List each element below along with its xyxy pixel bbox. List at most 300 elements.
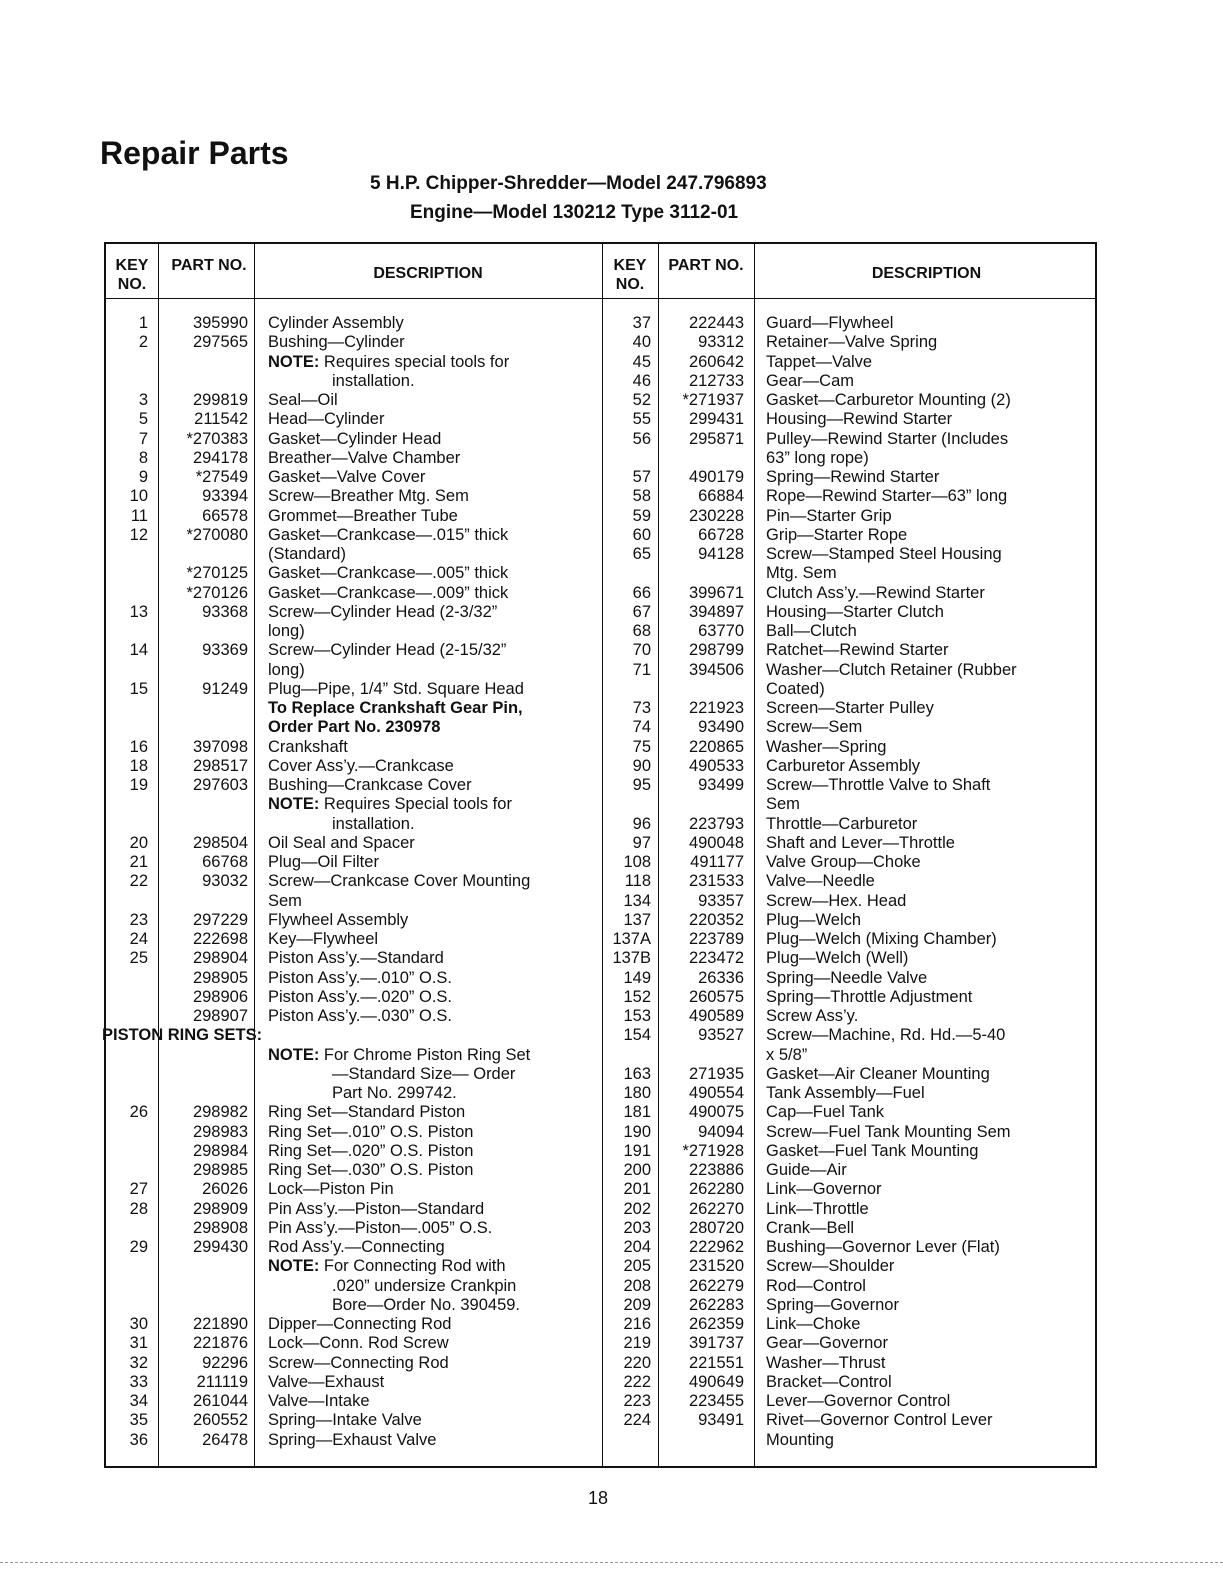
- table-row: [102, 1026, 602, 1045]
- key-number: 201: [623, 1180, 651, 1199]
- key-number: 57: [632, 468, 651, 486]
- key-number: 20: [129, 833, 148, 852]
- table-row: [106, 622, 602, 641]
- key-number: 16: [129, 737, 148, 756]
- key-number: 10: [129, 487, 148, 506]
- part-number: 93394: [202, 487, 248, 506]
- table-row: [602, 1238, 1099, 1257]
- part-description: Gasket—Carburetor Mounting (2): [766, 391, 1011, 409]
- table-row: [602, 430, 1099, 449]
- part-description: (Standard): [268, 545, 346, 563]
- table-row: [106, 1354, 602, 1373]
- part-description: Screw—Fuel Tank Mounting Sem: [766, 1122, 1011, 1141]
- part-number: 221876: [192, 1334, 248, 1353]
- part-number: 93499: [698, 776, 744, 794]
- part-number: 211542: [194, 410, 248, 429]
- table-row: [106, 988, 602, 1007]
- table-row: [106, 487, 602, 506]
- part-description: Breather—Valve Chamber: [268, 448, 461, 467]
- part-description: Mtg. Sem: [766, 564, 837, 583]
- table-row: [602, 603, 1099, 622]
- part-number: 220352: [688, 910, 744, 929]
- part-description: long): [268, 622, 305, 640]
- part-description: NOTE: Requires Special tools for: [268, 795, 512, 814]
- scan-edge: [0, 1562, 1223, 1563]
- key-number: 205: [623, 1257, 651, 1276]
- part-number: 297603: [192, 776, 248, 794]
- key-number: 190: [623, 1122, 651, 1141]
- part-description: 63” long rope): [766, 448, 869, 467]
- key-number: 134: [623, 891, 651, 910]
- part-number: 262283: [688, 1295, 744, 1314]
- part-number: 298909: [192, 1199, 248, 1218]
- key-number: 118: [624, 872, 651, 891]
- part-description: Gasket—Valve Cover: [268, 468, 426, 486]
- part-description: Link—Throttle: [766, 1199, 869, 1218]
- part-description: Plug—Oil Filter: [268, 853, 379, 871]
- key-number: 11: [130, 506, 148, 525]
- part-number: 491177: [690, 853, 744, 871]
- key-number: 23: [129, 910, 148, 929]
- table-row: [602, 449, 1099, 468]
- part-description: Rod Ass’y.—Connecting: [268, 1238, 445, 1256]
- part-number: 397098: [192, 737, 248, 756]
- part-description: Ratchet—Rewind Starter: [766, 641, 949, 660]
- table-row: [106, 584, 602, 603]
- part-description: Pin Ass’y.—Piston—.005” O.S.: [268, 1218, 493, 1237]
- table-row: [106, 603, 602, 622]
- table-row: [602, 487, 1099, 506]
- part-description: Piston Ass’y.—.030” O.S.: [268, 1007, 453, 1025]
- part-description: NOTE: Requires special tools for: [268, 352, 510, 371]
- part-description: NOTE: For Connecting Rod with: [268, 1257, 506, 1276]
- header-part-right: PART NO.: [668, 257, 744, 274]
- key-number: 40: [632, 333, 651, 352]
- table-row: [106, 795, 602, 814]
- table-row: [106, 1334, 602, 1353]
- part-number: 298982: [192, 1103, 248, 1122]
- part-description: Spring—Governor: [766, 1295, 899, 1314]
- header-part-left: PART NO.: [171, 257, 247, 274]
- key-number: 180: [623, 1084, 651, 1102]
- part-number: 490533: [688, 756, 744, 775]
- part-description: Screw—Breather Mtg. Sem: [268, 487, 469, 506]
- table-row: [602, 564, 1099, 583]
- key-number: 137B: [612, 949, 651, 968]
- key-number: 67: [632, 602, 651, 621]
- table-row: [106, 1065, 602, 1084]
- engine-model-heading: Engine—Model 130212 Type 3112-01: [410, 202, 739, 223]
- key-number: 12: [129, 525, 148, 544]
- table-row: [602, 1431, 1099, 1450]
- part-description: Tank Assembly—Fuel: [766, 1084, 925, 1102]
- table-row: [106, 1411, 602, 1430]
- table-row: [602, 795, 1099, 814]
- key-number: 90: [632, 756, 651, 775]
- key-number: 14: [129, 641, 148, 660]
- part-description: Plug—Pipe, 1/4” Std. Square Head: [268, 679, 524, 698]
- table-row: [106, 333, 602, 352]
- table-row: [106, 930, 602, 949]
- key-number: 15: [129, 679, 148, 698]
- part-number: 262359: [688, 1315, 744, 1333]
- part-description: Screw Ass’y.: [766, 1007, 859, 1025]
- part-description: Order Part No. 230978: [268, 718, 441, 737]
- part-number: 298904: [192, 949, 248, 968]
- part-number: 490048: [688, 833, 744, 852]
- key-number: 70: [632, 641, 651, 660]
- table-row: [106, 1084, 602, 1103]
- table-row: [602, 1219, 1099, 1238]
- table-row: [602, 622, 1099, 641]
- table-row: [106, 641, 602, 660]
- key-number: 27: [129, 1180, 148, 1199]
- part-number: 490075: [688, 1103, 744, 1122]
- table-row: [106, 449, 602, 468]
- part-description: .020” undersize Crankpin: [332, 1276, 517, 1295]
- part-description: Gasket—Crankcase—.005” thick: [268, 564, 509, 583]
- part-description: Screw—Sem: [766, 718, 863, 737]
- key-number: 96: [632, 814, 651, 833]
- table-row: [602, 1123, 1099, 1142]
- table-row: [106, 834, 602, 853]
- part-number: 92296: [202, 1353, 248, 1372]
- part-number: 220865: [688, 737, 744, 756]
- part-number: 260552: [192, 1411, 248, 1430]
- table-row: [106, 757, 602, 776]
- part-description: Screen—Starter Pulley: [766, 699, 934, 717]
- table-row: [106, 1180, 602, 1199]
- product-model-heading: 5 H.P. Chipper-Shredder—Model 247.796893: [370, 173, 767, 194]
- table-row: [602, 1373, 1099, 1392]
- table-row: [106, 1161, 602, 1180]
- table-row: [106, 1007, 602, 1026]
- part-description: Gasket—Cylinder Head: [268, 429, 442, 448]
- part-number: 221890: [192, 1315, 248, 1333]
- table-row: [602, 1257, 1099, 1276]
- part-number: 211119: [196, 1372, 248, 1391]
- part-number: 66884: [698, 487, 744, 506]
- part-number: 298908: [192, 1218, 248, 1237]
- table-row: [602, 584, 1099, 603]
- part-description: Bushing—Governor Lever (Flat): [766, 1238, 1000, 1256]
- part-description: Screw—Stamped Steel Housing: [766, 545, 1002, 563]
- table-row: [602, 1065, 1099, 1084]
- part-description: Valve Group—Choke: [766, 853, 921, 871]
- part-description: Throttle—Carburetor: [766, 814, 918, 833]
- key-number: 29: [129, 1238, 148, 1256]
- part-description: Valve—Needle: [766, 872, 875, 891]
- part-number: 223789: [688, 930, 744, 948]
- key-number: 7: [138, 429, 148, 448]
- part-description: Guard—Flywheel: [766, 314, 894, 332]
- part-number: 222962: [688, 1238, 744, 1256]
- part-description: Crank—Bell: [766, 1218, 855, 1237]
- table-row: [106, 468, 602, 487]
- key-number: 203: [623, 1218, 651, 1237]
- table-row: [602, 1392, 1099, 1411]
- part-description: Washer—Clutch Retainer (Rubber: [766, 660, 1017, 679]
- table-row: [602, 333, 1099, 352]
- part-number: 399671: [688, 583, 744, 602]
- part-number: 26026: [202, 1180, 248, 1199]
- part-number: 223793: [688, 814, 744, 833]
- table-row: [602, 815, 1099, 834]
- part-description: Housing—Rewind Starter: [766, 410, 953, 429]
- table-row: [106, 1392, 602, 1411]
- part-description: Cylinder Assembly: [268, 314, 404, 332]
- part-description: Seal—Oil: [268, 391, 338, 409]
- table-row: [602, 1007, 1099, 1026]
- table-row: [106, 1277, 602, 1296]
- table-row: [602, 872, 1099, 891]
- part-number: 490589: [688, 1007, 744, 1025]
- part-number: 231520: [688, 1257, 744, 1276]
- part-description: Oil Seal and Spacer: [268, 833, 415, 852]
- part-description: Screw—Cylinder Head (2-15/32”: [268, 641, 507, 660]
- table-row: [602, 661, 1099, 680]
- part-description: Link—Choke: [766, 1315, 861, 1333]
- part-description: Screw—Hex. Head: [766, 891, 907, 910]
- part-number: 222443: [688, 314, 744, 332]
- part-description: Gear—Governor: [766, 1334, 888, 1353]
- part-description: Spring—Rewind Starter: [766, 468, 940, 486]
- page-title: Repair Parts: [100, 135, 289, 171]
- part-description: Coated): [766, 679, 825, 698]
- part-description: Tappet—Valve: [766, 352, 873, 371]
- part-number: 262280: [688, 1180, 744, 1199]
- part-number: 93032: [202, 872, 248, 891]
- part-number: 391737: [688, 1334, 744, 1353]
- part-number: 26336: [698, 968, 744, 987]
- key-number: 21: [129, 853, 148, 871]
- part-description: long): [268, 660, 305, 679]
- part-number: 299819: [192, 391, 248, 409]
- table-row: [106, 1238, 602, 1257]
- part-number: 294178: [192, 448, 248, 467]
- part-description: Screw—Cylinder Head (2-3/32”: [268, 602, 498, 621]
- part-number: 395990: [192, 314, 248, 332]
- part-description: Clutch Ass’y.—Rewind Starter: [766, 583, 985, 602]
- key-number: 222: [623, 1372, 651, 1391]
- part-description: NOTE: For Chrome Piston Ring Set: [268, 1045, 531, 1064]
- part-number: 63770: [698, 622, 744, 640]
- part-number: 295871: [688, 429, 744, 448]
- part-number: 297229: [192, 910, 248, 929]
- key-number: 204: [623, 1238, 651, 1256]
- table-row: [602, 372, 1099, 391]
- key-number: 28: [129, 1199, 148, 1218]
- part-number: 223455: [688, 1392, 744, 1410]
- key-number: 108: [623, 853, 651, 871]
- table-row: [106, 1373, 602, 1392]
- part-description: Dipper—Connecting Rod: [268, 1315, 452, 1333]
- part-description: Valve—Exhaust: [268, 1372, 385, 1391]
- part-description: Ring Set—.020” O.S. Piston: [268, 1141, 474, 1160]
- part-number: *270126: [186, 583, 248, 602]
- part-number: 298517: [192, 756, 248, 775]
- part-number: 223472: [688, 949, 744, 968]
- part-description: Plug—Welch (Mixing Chamber): [766, 930, 997, 948]
- part-number: *270080: [186, 525, 248, 544]
- part-description: Screw—Machine, Rd. Hd.—5-40: [766, 1026, 1006, 1045]
- key-number: 18: [129, 756, 148, 775]
- part-number: 230228: [688, 506, 744, 525]
- header-key-right: KEY NO.: [613, 257, 647, 293]
- part-number: 490179: [688, 468, 744, 486]
- key-number: 97: [632, 833, 651, 852]
- table-row: [106, 892, 602, 911]
- part-description: Gear—Cam: [766, 371, 855, 390]
- part-number: 490649: [688, 1372, 744, 1391]
- part-number: 298504: [192, 833, 248, 852]
- table-row: [106, 1200, 602, 1219]
- part-description: Housing—Starter Clutch: [766, 602, 944, 621]
- table-row: [602, 853, 1099, 872]
- part-description: Piston Ass’y.—Standard: [268, 949, 444, 968]
- table-row: [602, 1296, 1099, 1315]
- key-number: 46: [632, 371, 651, 390]
- part-description: Cover Ass’y.—Crankcase: [268, 756, 454, 775]
- key-number: 163: [623, 1064, 651, 1083]
- key-number: 154: [623, 1026, 651, 1045]
- table-row: [602, 911, 1099, 930]
- key-number: 75: [632, 737, 651, 756]
- part-number: 262279: [688, 1276, 744, 1295]
- table-row: [602, 680, 1099, 699]
- part-description: Spring—Exhaust Valve: [268, 1430, 437, 1449]
- table-row: [602, 969, 1099, 988]
- key-number: 208: [623, 1276, 651, 1295]
- key-number: 52: [632, 391, 651, 409]
- part-number: 221551: [688, 1353, 744, 1372]
- key-number: 35: [129, 1411, 148, 1430]
- key-number: 19: [129, 776, 148, 794]
- key-number: 65: [632, 545, 651, 563]
- part-description: Plug—Welch: [766, 910, 862, 929]
- part-description: Gasket—Fuel Tank Mounting: [766, 1141, 979, 1160]
- table-row: [602, 1315, 1099, 1334]
- part-description: —Standard Size— Order: [332, 1064, 516, 1083]
- part-number: 298983: [192, 1122, 248, 1141]
- key-number: 223: [623, 1392, 651, 1410]
- key-number: 224: [623, 1411, 651, 1430]
- key-number: 216: [623, 1315, 651, 1333]
- table-row: [602, 1277, 1099, 1296]
- part-description: Pin—Starter Grip: [766, 506, 892, 525]
- part-description: Grommet—Breather Tube: [268, 506, 458, 525]
- part-description: Rope—Rewind Starter—63” long: [766, 487, 1008, 506]
- part-number: 93527: [698, 1026, 744, 1045]
- key-number: 220: [623, 1353, 651, 1372]
- key-number: 26: [129, 1103, 148, 1122]
- part-description: Washer—Thrust: [766, 1353, 886, 1372]
- key-number: 73: [632, 699, 651, 717]
- table-row: [106, 1257, 602, 1276]
- key-number: 5: [138, 410, 148, 429]
- part-description: Bushing—Cylinder: [268, 333, 405, 352]
- table-row: [106, 1142, 602, 1161]
- table-row: [602, 507, 1099, 526]
- part-description: Shaft and Lever—Throttle: [766, 833, 955, 852]
- key-number: 37: [632, 314, 651, 332]
- part-number: 298984: [192, 1141, 248, 1160]
- part-number: 261044: [192, 1392, 248, 1410]
- key-number: 55: [632, 410, 651, 429]
- part-description: Bushing—Crankcase Cover: [268, 776, 472, 794]
- part-number: 94094: [698, 1122, 744, 1141]
- table-row: [106, 564, 602, 583]
- part-number: 299430: [192, 1238, 248, 1256]
- table-row: [602, 1084, 1099, 1103]
- table-row: [106, 815, 602, 834]
- part-description: Bracket—Control: [766, 1372, 892, 1391]
- key-number: 209: [623, 1295, 651, 1314]
- part-description: To Replace Crankshaft Gear Pin,: [268, 699, 523, 717]
- table-row: [106, 969, 602, 988]
- part-description: Gasket—Crankcase—.015” thick: [268, 525, 509, 544]
- section-heading: PISTON RING SETS:: [102, 1026, 263, 1045]
- part-number: 26478: [202, 1430, 248, 1449]
- header-desc-right: DESCRIPTION: [871, 265, 982, 282]
- table-row: [602, 738, 1099, 757]
- part-number: 394897: [688, 602, 744, 621]
- table-row: [106, 1046, 602, 1065]
- key-number: 30: [129, 1315, 148, 1333]
- part-description: Screw—Connecting Rod: [268, 1353, 449, 1372]
- part-description: Screw—Shoulder: [766, 1257, 895, 1276]
- part-number: 231533: [688, 872, 744, 891]
- part-description: Head—Cylinder: [268, 410, 385, 429]
- table-row: [106, 776, 602, 795]
- part-number: 66578: [202, 506, 248, 525]
- key-number: 181: [623, 1103, 651, 1122]
- page-number: 18: [588, 1488, 609, 1508]
- table-row: [602, 1334, 1099, 1353]
- part-number: 299431: [688, 410, 744, 429]
- key-number: 153: [623, 1007, 651, 1025]
- key-number: 25: [129, 949, 148, 968]
- part-description: Cap—Fuel Tank: [766, 1103, 885, 1122]
- table-row: [602, 1354, 1099, 1373]
- table-row: [106, 718, 602, 737]
- key-number: 1: [138, 314, 148, 332]
- table-row: [106, 507, 602, 526]
- key-number: 60: [632, 525, 651, 544]
- key-number: 137: [623, 910, 651, 929]
- table-row: [106, 699, 602, 718]
- table-row: [106, 680, 602, 699]
- part-description: Sem: [766, 795, 800, 814]
- part-number: 260575: [688, 987, 744, 1006]
- table-row: [602, 391, 1099, 410]
- part-description: Lock—Conn. Rod Screw: [268, 1334, 449, 1353]
- table-row: [106, 430, 602, 449]
- part-number: 93369: [202, 641, 248, 660]
- table-row: [602, 353, 1099, 372]
- part-description: Crankshaft: [268, 737, 348, 756]
- part-description: Gasket—Air Cleaner Mounting: [766, 1064, 990, 1083]
- key-number: 33: [129, 1372, 148, 1391]
- table-row: [602, 1411, 1099, 1430]
- part-number: 298907: [192, 1007, 248, 1025]
- table-row: [602, 410, 1099, 429]
- part-description: Piston Ass’y.—.010” O.S.: [268, 968, 453, 987]
- part-description: Spring—Intake Valve: [268, 1411, 422, 1430]
- part-number: 221923: [688, 699, 744, 717]
- key-number: 200: [623, 1161, 651, 1179]
- table-row: [106, 1103, 602, 1122]
